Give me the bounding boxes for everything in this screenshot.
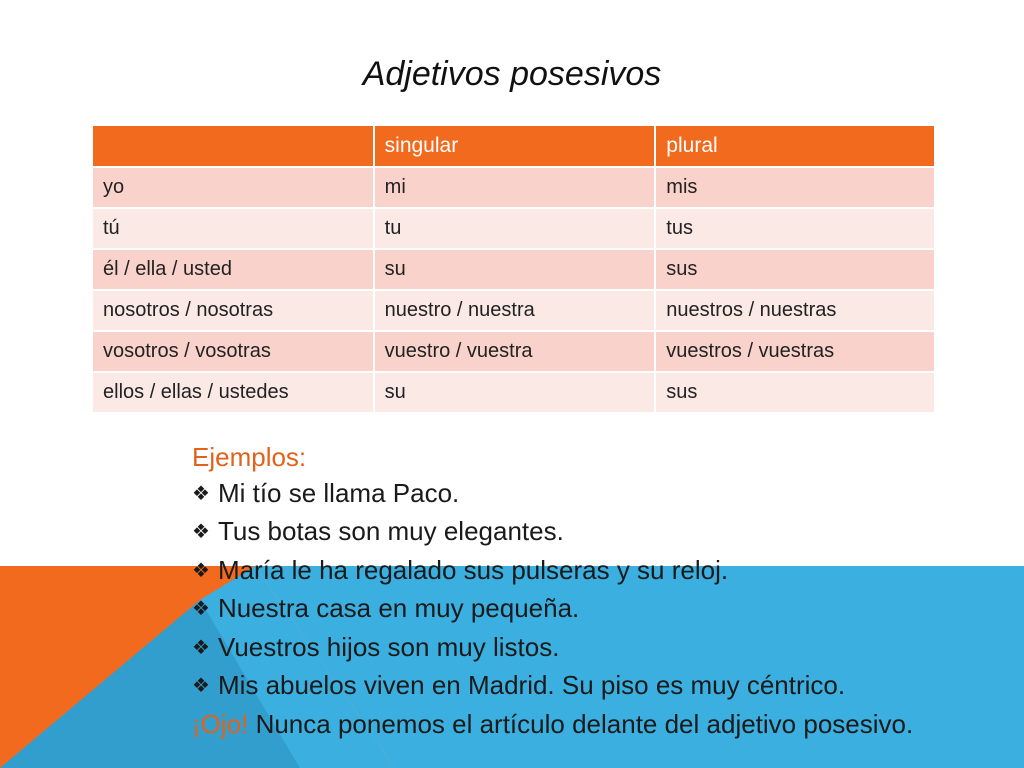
table-cell: vuestros / vuestras xyxy=(656,332,934,371)
header-cell: plural xyxy=(656,126,934,166)
table-cell: tus xyxy=(656,209,934,248)
table-row xyxy=(93,168,934,207)
table-cell: tú xyxy=(93,209,375,248)
example-item xyxy=(192,668,972,707)
header-cell xyxy=(93,126,375,166)
table-cell: ellos / ellas / ustedes xyxy=(93,373,375,412)
warning-label: ¡Ojo! xyxy=(192,708,249,739)
example-item xyxy=(192,630,972,669)
warning-note xyxy=(192,707,972,743)
table-cell: su xyxy=(375,250,657,289)
table-cell: sus xyxy=(656,373,934,412)
table-cell: él / ella / usted xyxy=(93,250,375,289)
table-cell: tu xyxy=(375,209,657,248)
example-item xyxy=(192,591,972,630)
example-text: Nuestra casa en muy pequeña. xyxy=(217,593,580,623)
table-row xyxy=(93,373,934,412)
example-item xyxy=(192,553,972,592)
possessive-table xyxy=(93,124,934,414)
page-title: Adjetivos posesivos xyxy=(362,55,662,93)
table-cell: vosotros / vosotras xyxy=(93,332,375,371)
table-cell: yo xyxy=(93,168,375,207)
example-item xyxy=(192,514,972,553)
warning-text: Nunca ponemos el artículo delante del adjetivo posesivo. xyxy=(248,708,914,739)
example-text: Vuestros hijos son muy listos. xyxy=(217,631,560,662)
table-cell: mis xyxy=(656,168,934,207)
example-item xyxy=(192,476,972,515)
table-cell: su xyxy=(375,373,657,412)
table-cell: vuestro / vuestra xyxy=(375,332,657,371)
table-row xyxy=(93,291,934,330)
diamond-bullet-icon: ❖ xyxy=(192,675,210,697)
diamond-bullet-icon: ❖ xyxy=(192,636,210,659)
table-row xyxy=(93,209,934,248)
example-text: Mis abuelos viven en Madrid. Su piso es muy céntrico. xyxy=(217,670,846,700)
table-cell: nosotros / nosotras xyxy=(93,291,375,330)
example-text: Mi tío se llama Paco. xyxy=(217,477,460,508)
diamond-bullet-icon: ❖ xyxy=(192,482,210,505)
table-cell: mi xyxy=(375,168,657,207)
diamond-bullet-icon: ❖ xyxy=(192,559,210,582)
table-header-row xyxy=(93,126,934,166)
table-cell: nuestros / nuestras xyxy=(656,291,934,330)
table-cell: sus xyxy=(656,250,934,289)
table-row xyxy=(93,250,934,289)
table-row xyxy=(93,332,934,371)
example-text: María le ha regalado sus pulseras y su reloj. xyxy=(217,554,729,585)
examples-heading: Ejemplos: xyxy=(192,442,307,472)
examples-block xyxy=(192,440,972,742)
example-text: Tus botas son muy elegantes. xyxy=(217,516,564,546)
header-cell: singular xyxy=(375,126,657,166)
table-cell: nuestro / nuestra xyxy=(375,291,657,330)
diamond-bullet-icon: ❖ xyxy=(192,521,210,543)
diamond-bullet-icon: ❖ xyxy=(192,598,210,620)
